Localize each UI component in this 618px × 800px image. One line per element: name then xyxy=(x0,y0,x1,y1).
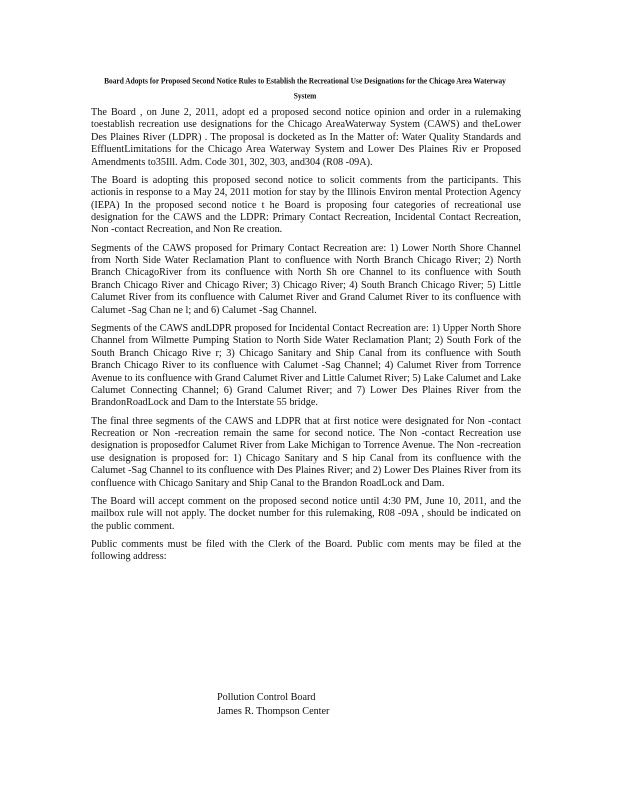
paragraph-adoption: The Board , on June 2, 2011, adopt ed a proposed second notice opinion and order in a rulemaking toestablish recreation use designations for the Chicago AreaWaterway System (CAWS) and theLower Des Plaines River (LDPR) . The proposal is docketed as In the Matter of: Water Quality Standards and EffluentLimitations for the Chicago Area Waterway System and Lower Des Plaines Riv er Proposed Amendments to35Ill. Adm. Code 301, 302, 303, and304 (R08 -09A). xyxy=(91,107,521,168)
paragraph-non-contact: The final three segments of the CAWS and LDPR that at first notice were designated for Non -contact Recreation or Non -recreation remain the same for second notice. The Non -contact Recreation use designation is proposedfor Calumet River from Lake Michigan to Torrence Avenue. The Non -recreation use designation is proposed for: 1) Chicago Sanitary and S hip Canal from its confluence with the Calumet -Sag Channel to its confluence with Des Plaines River; and 2) Lower Des Plaines River from its confluence with Chicago Sanitary and Ship Canal to the Brandon RoadLock and Dam. xyxy=(91,415,521,489)
address-line: Pollution Control Board xyxy=(217,692,316,703)
paragraph-second-notice: The Board is adopting this proposed second notice to solicit comments from the participants. This actionis in response to a May 24, 2011 motion for stay by the Illinois Environ mental Protection Agency (IEPA) In the proposed second notice t he Board is proposing four categories of recreational use designation for the CAWS and the LDPR: Primary Contact Recreation, Incidental Contact Recreation, Non -contact Recreation, and Non Re creation. xyxy=(91,174,521,236)
paragraph-filing: Public comments must be filed with the Clerk of the Board. Public com ments may be filed at the following address: xyxy=(91,538,521,563)
paragraph-primary-contact: Segments of the CAWS proposed for Primary Contact Recreation are: 1) Lower North Shore Channel from North Side Water Reclamation Plant to confluence with North Branch Chicago River; 2) North Branch ChicagoRiver from its confluence with North Sh ore Channel to its confluence with South Branch Chicago River and Chicago River; 3) Chicago River; 4) South Branch Chicago River; 5) Little Calumet River from its confluence with Calumet River and Grand Calumet River to its confluence with Calumet -Sag Chan ne l; and 6) Calumet -Sag Channel. xyxy=(91,242,521,316)
document-body xyxy=(91,107,521,569)
paragraph-comment-deadline: The Board will accept comment on the proposed second notice until 4:30 PM, June 10, 2011, and the mailbox rule will not apply. The docket number for this rulemaking, R08 -09A , should be indicated on the public comment. xyxy=(91,495,521,532)
mailing-address xyxy=(217,691,329,719)
address-line: James R. Thompson Center xyxy=(217,706,330,717)
document-title: Board Adopts for Proposed Second Notice Rules to Establish the Recreational Use Designations for the Chicago Area Waterway System xyxy=(104,75,506,101)
paragraph-incidental-contact: Segments of the CAWS andLDPR proposed for Incidental Contact Recreation are: 1) Upper North Shore Channel from Wilmette Pumping Station to North Side Water Reclamation Plant; 2) South Fork of the South Branch Chicago Rive r; 3) Chicago Sanitary and Ship Canal from its confluence with South Branch Chicago River to its confluence with Calumet -Sag Channel; 4) Calumet River from Torrence Avenue to its confluence with Grand Calumet River and Little Calumet River; 5) Lake Calumet and Lake Calumet Connecting Channel; 6) Grand Calumet River; and 7) Lower Des Plaines River from the BrandonRoadLock and Dam to the Interstate 55 bridge. xyxy=(91,322,521,409)
